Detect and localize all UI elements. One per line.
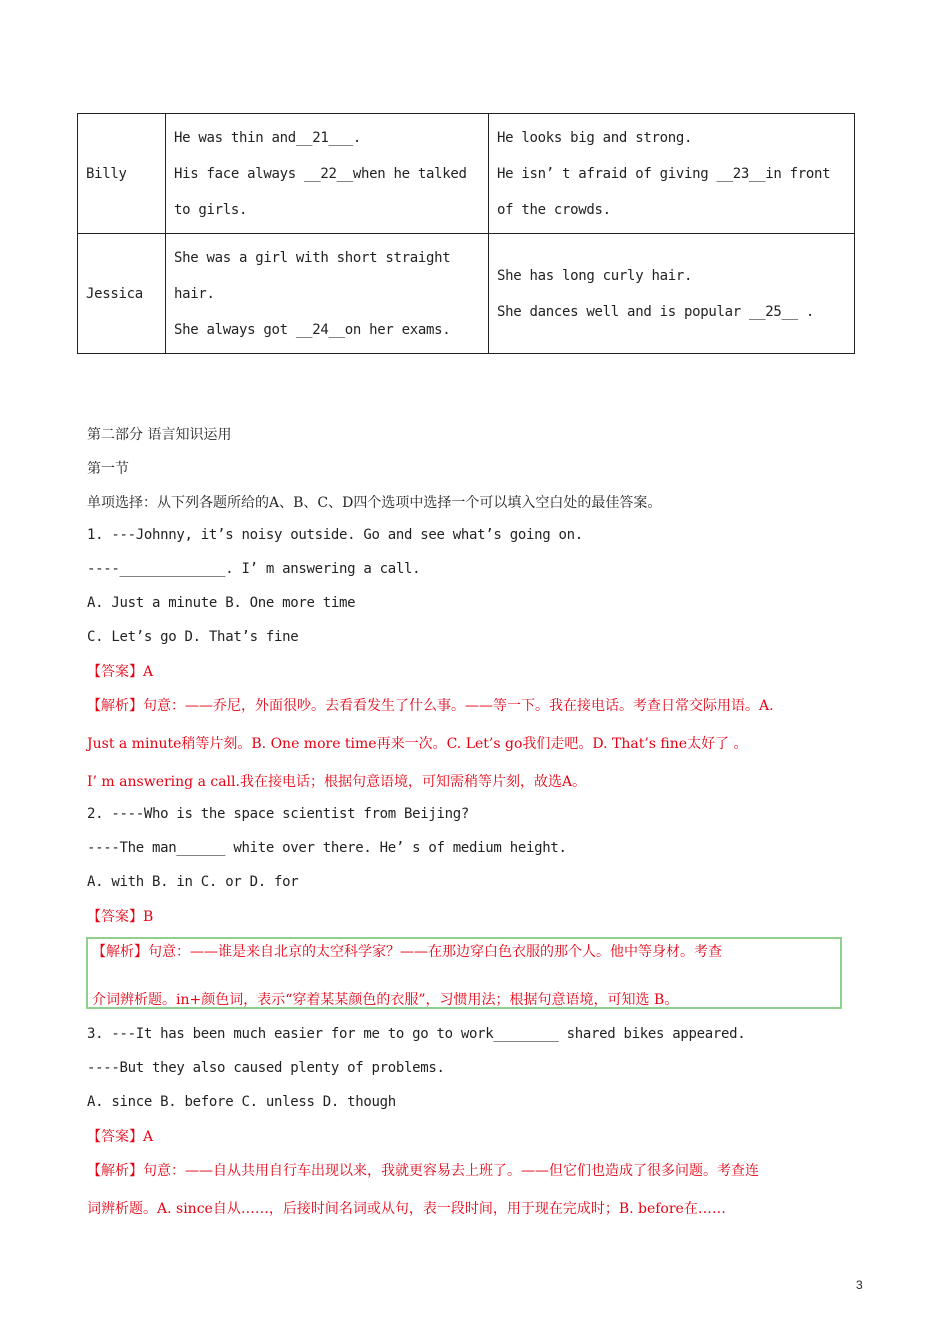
question-1-stem: 1. ---Johnny, it’s noisy outside. Go and see what’s going on. bbox=[87, 527, 583, 543]
comparison-table bbox=[77, 113, 855, 354]
person-name: Jessica bbox=[86, 285, 143, 302]
question-1-explanation: I’ m answering a call.我在接电话；根据句意语境，可知需稍等片刻，故选A。 bbox=[87, 774, 587, 790]
section-heading: 第一节 bbox=[87, 461, 129, 477]
now-line: He isn’ t afraid of giving __23__in front bbox=[497, 165, 831, 182]
question-1-answer: 【答案】A bbox=[87, 664, 154, 680]
question-1-reply: ----_____________. I’ m answering a call. bbox=[87, 561, 421, 577]
now-cell bbox=[489, 234, 855, 354]
question-2-answer: 【答案】B bbox=[87, 909, 154, 925]
table-row bbox=[78, 234, 855, 354]
name-cell bbox=[78, 114, 166, 234]
past-line: He was thin and__21___. bbox=[174, 129, 361, 146]
instruction-text: 单项选择：从下列各题所给的A、B、C、D四个选项中选择一个可以填入空白处的最佳答案。 bbox=[87, 495, 662, 511]
explanation-box bbox=[86, 937, 842, 1009]
name-cell bbox=[78, 234, 166, 354]
now-line: She has long curly hair. bbox=[497, 267, 693, 284]
past-line: She was a girl with short straight bbox=[174, 249, 451, 266]
question-1-options-cd: C. Let’s go D. That’s fine bbox=[87, 629, 299, 645]
question-3-answer: 【答案】A bbox=[87, 1129, 154, 1145]
question-3-stem: 3. ---It has been much easier for me to go to work________ shared bikes appeared. bbox=[87, 1026, 746, 1042]
past-cell bbox=[166, 114, 489, 234]
page-number: 3 bbox=[856, 1278, 863, 1292]
question-2-stem: 2. ----Who is the space scientist from Beijing? bbox=[87, 806, 470, 822]
question-3-reply: ----But they also caused plenty of problems. bbox=[87, 1060, 445, 1076]
table-row bbox=[78, 114, 855, 234]
question-2-reply: ----The man______ white over there. He’ s of medium height. bbox=[87, 840, 567, 856]
now-line: of the crowds. bbox=[497, 201, 611, 218]
question-1-explanation: 【解析】句意：——乔尼，外面很吵。去看看发生了什么事。——等一下。我在接电话。考查日常交际用语。A. bbox=[87, 698, 774, 714]
question-1-options-ab: A. Just a minute B. One more time bbox=[87, 595, 356, 611]
past-cell bbox=[166, 234, 489, 354]
past-line: hair. bbox=[174, 285, 215, 302]
question-2-options: A. with B. in C. or D. for bbox=[87, 874, 299, 890]
now-line: He looks big and strong. bbox=[497, 129, 693, 146]
past-line: She always got __24__on her exams. bbox=[174, 321, 451, 338]
question-3-options: A. since B. before C. unless D. though bbox=[87, 1094, 396, 1110]
now-line: She dances well and is popular __25__ . bbox=[497, 303, 815, 320]
past-line: to girls. bbox=[174, 201, 248, 218]
question-2-explanation: 介词辨析题。in+颜色词，表示“穿着某某颜色的衣服”，习惯用法；根据句意语境，可知选 B。 bbox=[92, 992, 679, 1008]
person-name: Billy bbox=[86, 165, 127, 182]
question-3-explanation: 【解析】句意：——自从共用自行车出现以来，我就更容易去上班了。——但它们也造成了很多问题。考查连 bbox=[87, 1163, 759, 1179]
now-cell bbox=[489, 114, 855, 234]
past-line: His face always __22__when he talked bbox=[174, 165, 467, 182]
question-3-explanation: 词辨析题。A. since自从……，后接时间名词或从句，表一段时间，用于现在完成时；B. before在…… bbox=[87, 1201, 726, 1217]
question-2-explanation: 【解析】句意：——谁是来自北京的太空科学家？——在那边穿白色衣服的那个人。他中等身材。考查 bbox=[92, 944, 722, 960]
part-heading: 第二部分 语言知识运用 bbox=[87, 427, 232, 443]
question-1-explanation: Just a minute稍等片刻。B. One more time再来一次。C. Let’s go我们走吧。D. That’s fine太好了 。 bbox=[87, 736, 748, 752]
